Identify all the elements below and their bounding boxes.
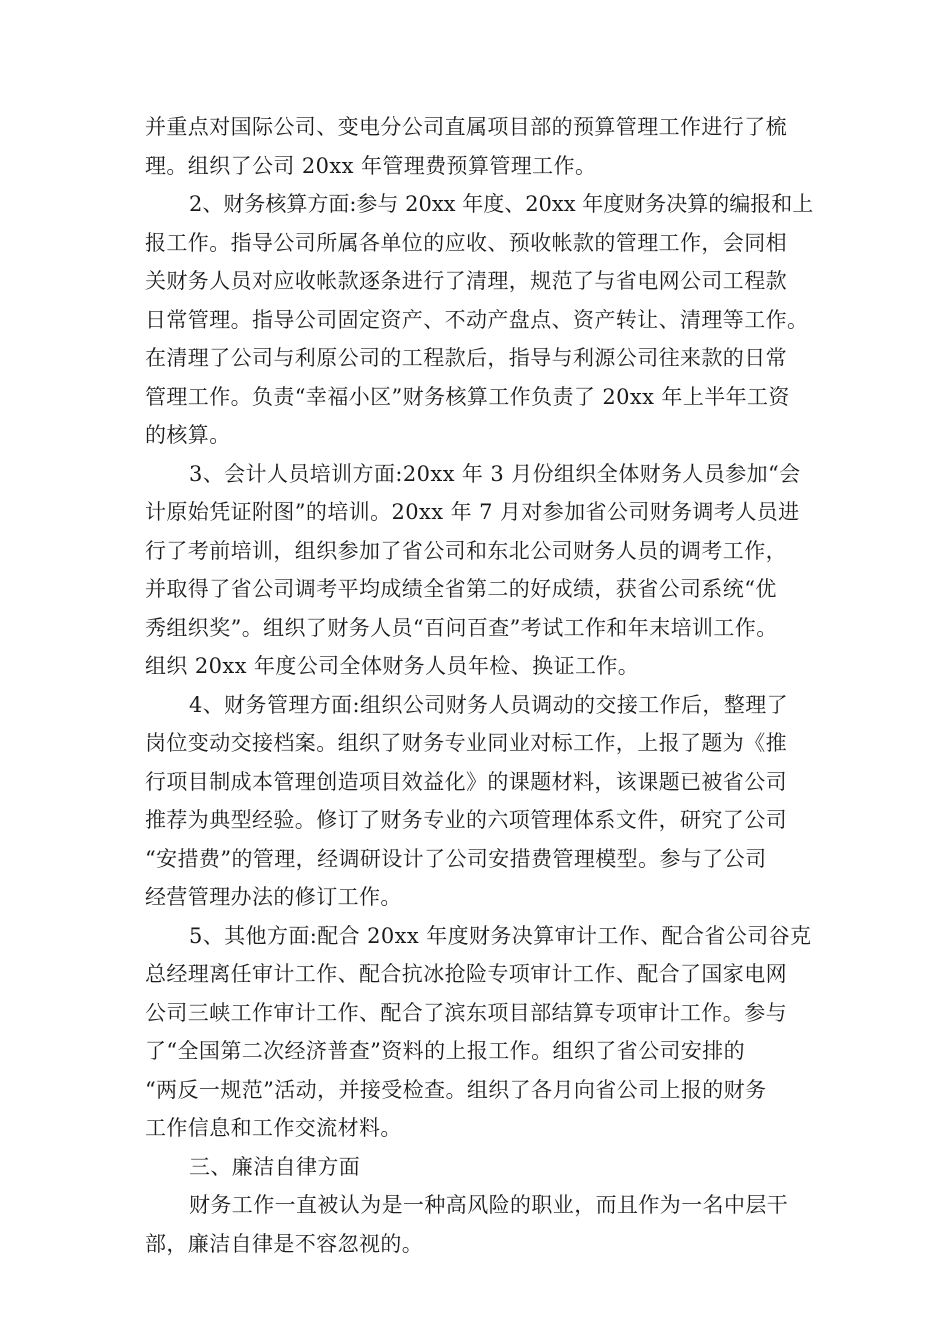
text-line: 行了考前培训，组织参加了省公司和东北公司财务人员的调考工作，	[145, 538, 787, 563]
text-line: 并取得了省公司调考平均成绩全省第二的好成绩，获省公司系统“优	[145, 577, 777, 601]
paragraph-other	[145, 917, 815, 1148]
text-line: 并重点对国际公司、变电分公司直属项目部的预算管理工作进行了梳	[145, 115, 787, 139]
paragraph-training	[145, 455, 815, 686]
document-body	[145, 108, 815, 1263]
text-line: “安措费”的管理，经调研设计了公司安措费管理模型。参与了公司	[145, 846, 767, 871]
text-line: 在清理了公司与利原公司的工程款后，指导与利源公司往来款的日常	[145, 346, 787, 370]
text-line: 4、财务管理方面:组织公司财务人员调动的交接工作后，整理了	[189, 692, 789, 717]
text-line: 组织 20xx 年度公司全体财务人员年检、换证工作。	[145, 654, 640, 678]
paragraph-integrity	[145, 1186, 815, 1263]
text-line: 财务工作一直被认为是一种高风险的职业，而且作为一名中层干	[189, 1193, 789, 1217]
text-line: 5、其他方面:配合 20xx 年度财务决算审计工作、配合省公司谷克	[189, 923, 812, 948]
paragraph-budget-continuation	[145, 108, 815, 185]
text-line: 理。组织了公司 20xx 年管理费预算管理工作。	[145, 153, 597, 178]
text-line: 日常管理。指导公司固定资产、不动产盘点、资产转让、清理等工作。	[145, 307, 809, 332]
text-line: 管理工作。负责“幸福小区”财务核算工作负责了 20xx 年上半年工资	[145, 384, 790, 409]
text-line: 的核算。	[145, 423, 231, 447]
text-line: “两反一规范”活动，并接受检查。组织了各月向省公司上报的财务	[145, 1077, 767, 1102]
text-line: 了“全国第二次经济普查”资料的上报工作。组织了省公司安排的	[145, 1039, 746, 1063]
text-line: 工作信息和工作交流材料。	[145, 1116, 402, 1140]
paragraph-management	[145, 686, 815, 917]
text-line: 总经理离任审计工作、配合抗冰抢险专项审计工作、配合了国家电网	[145, 962, 787, 986]
text-line: 计原始凭证附图”的培训。20xx 年 7 月对参加省公司财务调考人员进	[145, 500, 800, 524]
text-line: 关财务人员对应收帐款逐条进行了清理，规范了与省电网公司工程款	[145, 269, 787, 293]
section-heading-integrity	[145, 1148, 815, 1187]
text-line: 行项目制成本管理创造项目效益化》的课题材料，该课题已被省公司	[145, 769, 787, 794]
text-line: 推荐为典型经验。修订了财务专业的六项管理体系文件，研究了公司	[145, 808, 787, 832]
text-line: 部，廉洁自律是不容忽视的。	[145, 1231, 424, 1256]
text-line: 经营管理办法的修订工作。	[145, 885, 402, 909]
text-line: 2、财务核算方面:参与 20xx 年度、20xx 年度财务决算的编报和上	[189, 192, 814, 216]
text-line: 岗位变动交接档案。组织了财务专业同业对标工作，上报了题为《推	[145, 731, 787, 755]
paragraph-accounting	[145, 185, 815, 455]
section-heading: 三、廉洁自律方面	[189, 1154, 361, 1179]
text-line: 报工作。指导公司所属各单位的应收、预收帐款的管理工作，会同相	[145, 230, 787, 255]
text-line: 公司三峡工作审计工作、配合了滨东项目部结算专项审计工作。参与	[145, 1000, 787, 1025]
text-line: 秀组织奖”。组织了财务人员“百问百查”考试工作和年末培训工作。	[145, 615, 778, 640]
text-line: 3、会计人员培训方面:20xx 年 3 月份组织全体财务人员参加“会	[189, 461, 801, 486]
